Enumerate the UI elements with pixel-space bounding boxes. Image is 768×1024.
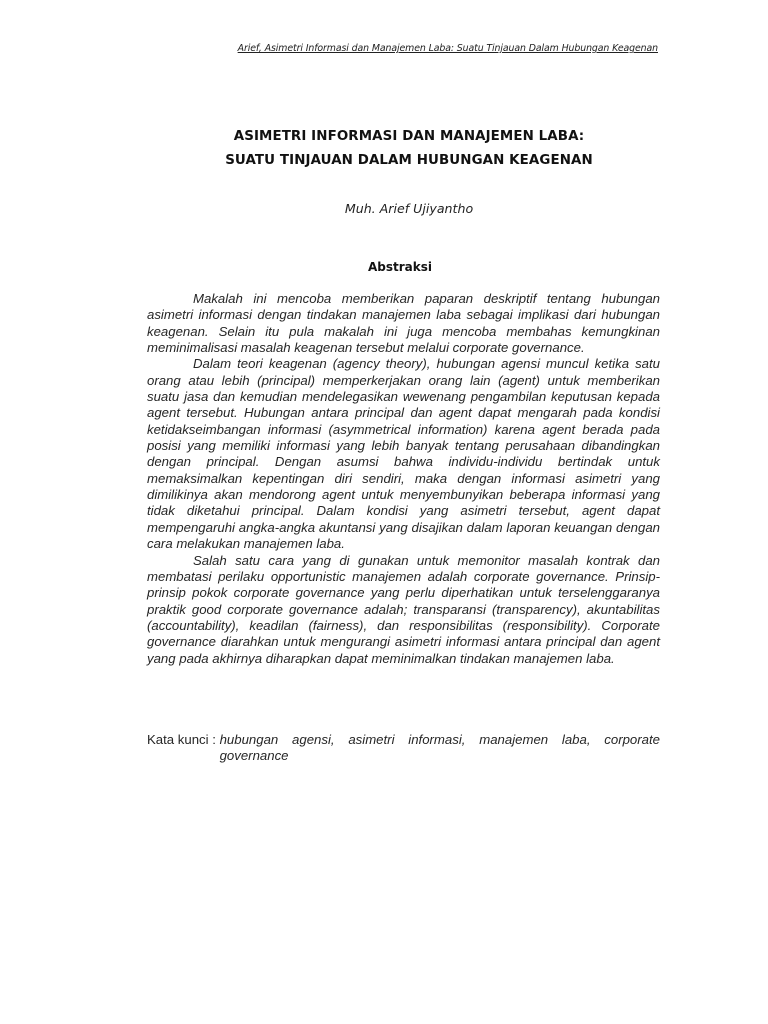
- abstract-paragraph-2: Dalam teori keagenan (agency theory), hubungan agensi muncul ketika satu orang atau lebih (principal) memperkerjakan orang lain (agent) untuk memberikan suatu jasa dan kemudian mendelegasikan wewenang pengambilan keputusan kepada agent tersebut. Hubungan antara principal dan agent dapat mengarah pada kondisi ketidakseimbangan informasi (asymmetrical information) karena agent berada pada posisi yang memiliki informasi yang lebih banyak tentang perusahaan dibandingkan dengan principal. Dengan asumsi bahwa individu-individu bertindak untuk memaksimalkan kepentingan diri sendiri, maka dengan informasi asimetri yang dimilikinya akan mendorong agent untuk menyembunyikan beberapa informasi yang tidak diketahui principal. Dalam kondisi yang asimetri tersebut, agent dapat mempengaruhi angka-angka akuntansi yang disajikan dalam laporan keuangan dengan cara melakukan manajemen laba.: [147, 356, 660, 552]
- abstract-heading: Abstraksi: [367, 260, 432, 274]
- running-header: Arief, Asimetri Informasi dan Manajemen Laba: Suatu Tinjauan Dalam Hubungan Keagenan: [237, 43, 658, 54]
- keywords-values: hubungan agensi, asimetri informasi, manajemen laba, corporate governance: [219, 732, 660, 764]
- abstract-paragraph-3: Salah satu cara yang di gunakan untuk memonitor masalah kontrak dan membatasi perilaku opportunistic manajemen adalah corporate governance. Prinsip-prinsip pokok corporate governance yang perlu diperhatikan untuk terselenggaranya praktik good corporate governance adalah; transparansi (transparency), akuntabilitas (accountability), keadilan (fairness), dan responsibilitas (responsibility). Corporate governance diarahkan untuk mengurangi asimetri informasi antara principal dan agent yang pada akhirnya diharapkan dapat meminimalkan tindakan manajemen laba.: [147, 552, 660, 666]
- title-line-1: ASIMETRI INFORMASI DAN MANAJEMEN LABA:: [233, 129, 585, 144]
- abstract-paragraph-1: Makalah ini mencoba memberikan paparan deskriptif tentang hubungan asimetri informasi dengan tindakan manajemen laba sebagai implikasi dari hubungan keagenan. Selain itu pula makalah ini juga mencoba membahas kemungkinan meminimalisasi masalah keagenan tersebut melalui corporate governance.: [147, 291, 660, 356]
- keywords-label: Kata kunci :: [147, 732, 220, 747]
- title-line-2: SUATU TINJAUAN DALAM HUBUNGAN KEAGENAN: [225, 153, 593, 168]
- paper-title: [0, 125, 768, 173]
- author-name: Muh. Arief Ujiyantho: [344, 201, 474, 216]
- abstract-body: [147, 291, 660, 667]
- keywords: [147, 732, 660, 765]
